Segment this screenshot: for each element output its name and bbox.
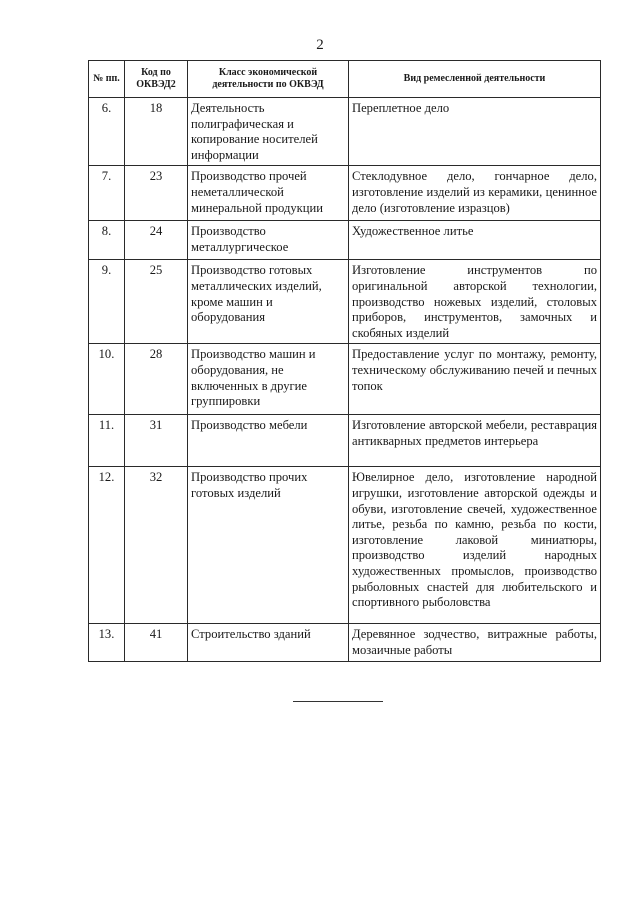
economic-class: Строительство зданий (188, 624, 349, 662)
craft-activity: Деревянное зодчество, витражные работы, мозаичные работы (349, 624, 601, 662)
closing-divider (293, 701, 383, 702)
table-row (89, 98, 601, 166)
header-num: № пп. (89, 61, 125, 98)
table-row (89, 624, 601, 662)
okved-code: 32 (125, 467, 188, 624)
table-row (89, 260, 601, 344)
okved-code: 24 (125, 221, 188, 260)
header-activity: Вид ремесленной деятельности (349, 61, 601, 98)
okved-code: 18 (125, 98, 188, 166)
row-number: 6. (89, 98, 125, 166)
header-code: Код по ОКВЭД2 (125, 61, 188, 98)
row-number: 7. (89, 166, 125, 221)
economic-class: Деятельность полиграфическая и копирование носителей информации (188, 98, 349, 166)
craft-activity: Ювелирное дело, изготовление народной игрушки, изготовление авторской одежды и обуви, изготовление свечей, художественное литье, резьба по камню, резьба по кости, изготовление лаковой миниатюры, производство изделий народных художественных промыслов, производство рыболовных снастей для любительского и спортивного рыболовства (349, 467, 601, 624)
okved-code: 28 (125, 344, 188, 415)
okved-code: 31 (125, 415, 188, 467)
row-number: 8. (89, 221, 125, 260)
economic-class: Производство машин и оборудования, не включенных в другие группировки (188, 344, 349, 415)
okved-table (88, 60, 601, 662)
table-row (89, 415, 601, 467)
okved-code: 41 (125, 624, 188, 662)
row-number: 11. (89, 415, 125, 467)
economic-class: Производство прочей неметаллической минеральной продукции (188, 166, 349, 221)
table-body (89, 98, 601, 662)
craft-activity: Переплетное дело (349, 98, 601, 166)
economic-class: Производство мебели (188, 415, 349, 467)
craft-activity: Изготовление инструментов по оригинальной авторской технологии, производство ножевых изделий, столовых приборов, инструментов, замочных и скобяных изделий (349, 260, 601, 344)
row-number: 10. (89, 344, 125, 415)
page-number: 2 (316, 37, 324, 53)
okved-code: 25 (125, 260, 188, 344)
table-row (89, 344, 601, 415)
table-row (89, 221, 601, 260)
okved-code: 23 (125, 166, 188, 221)
craft-activity: Стеклодувное дело, гончарное дело, изготовление изделий из керамики, ценинное дело (изготовление изразцов) (349, 166, 601, 221)
table-row (89, 467, 601, 624)
craft-activity: Изготовление авторской мебели, реставрация антикварных предметов интерьера (349, 415, 601, 467)
craft-activity: Предоставление услуг по монтажу, ремонту, техническому обслуживанию печей и печных топок (349, 344, 601, 415)
row-number: 12. (89, 467, 125, 624)
craft-activity: Художественное литье (349, 221, 601, 260)
table-row (89, 166, 601, 221)
header-class: Класс экономической деятельности по ОКВЭД (188, 61, 349, 98)
economic-class: Производство прочих готовых изделий (188, 467, 349, 624)
row-number: 9. (89, 260, 125, 344)
economic-class: Производство готовых металлических изделий, кроме машин и оборудования (188, 260, 349, 344)
table-header-row (89, 61, 601, 98)
row-number: 13. (89, 624, 125, 662)
economic-class: Производство металлургическое (188, 221, 349, 260)
